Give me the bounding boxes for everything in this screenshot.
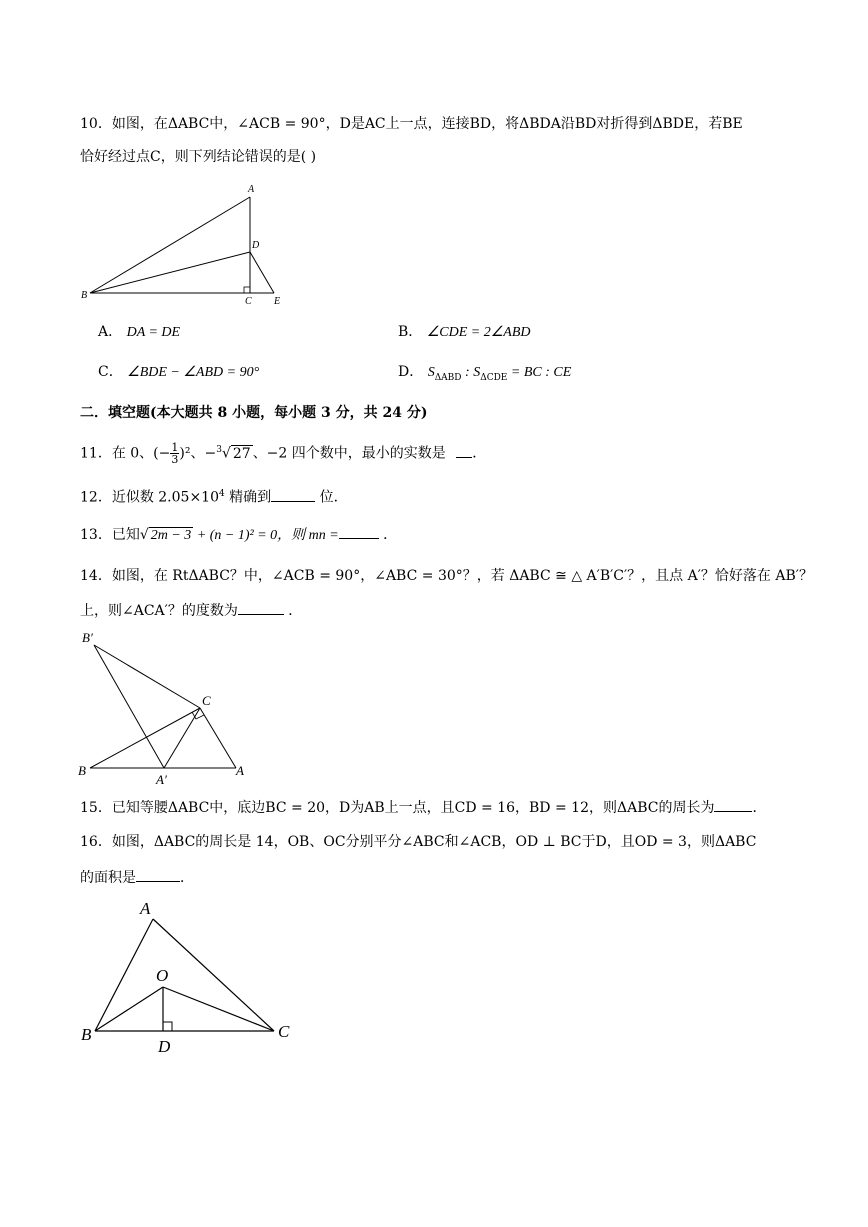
q16-figure [78,896,303,1058]
q10-option-d-sub2: ΔCDE [480,372,508,383]
q11-end: ． [472,445,487,462]
q14-label-bprime: B′ [82,630,93,645]
q12-post: 位． [315,489,348,506]
q10-label-b: B [81,290,88,301]
q11-radical-sign: √ [221,445,231,462]
q14-end: ． [283,603,303,619]
q10-option-a [98,322,180,343]
q10-label-a: A [248,184,255,195]
q10-option-a-text: DA = DE [126,325,181,340]
q16-label-o: O [156,966,169,985]
q13-radical-sign: √ [139,527,149,543]
q10-right-angle-mark [244,287,250,293]
q14-label-b: B [78,763,86,778]
q10-option-d [398,362,571,388]
q11-root-arg: 27 [232,445,251,462]
q10-segment-ba [90,197,250,293]
q16-end: ． [180,870,194,886]
q13-number: 13 [80,527,98,543]
q10-segment-bd [90,252,250,293]
q14-label-a: A [236,763,244,778]
q12-pre: ．近似数 2.05×10 [97,489,219,506]
q15-line [80,797,766,818]
section2-heading: 二．填空题(本大题共 8 小题，每小题 3 分，共 24 分) [80,405,428,421]
q16-number: 16 [80,834,98,850]
q16-label-a: A [140,899,151,918]
q10-stem-line1 [80,114,743,134]
q11-frac-num: 1 [171,441,179,455]
q16-segment-oc [163,987,274,1031]
q10-option-d-mid: : S [461,365,481,380]
q10-number: 10 [80,116,98,132]
q15-number: 15 [80,800,98,816]
q12-mid: 精确到 [224,489,272,506]
q13-root-arg: 2m − 3 [150,528,192,543]
q14-number: 14 [80,568,98,584]
q14-text2: 上，则∠ACA′？的度数为 [80,603,238,619]
q12-exp: 4 [219,489,225,499]
q10-option-b-letter: B． [398,324,423,340]
q10-option-c-letter: C． [98,364,123,380]
q15-answer-blank[interactable] [714,797,752,812]
q10-option-b [398,322,531,343]
q10-option-a-letter: A． [98,324,123,340]
q14-segment-bprime-aprime [94,645,164,768]
q16-segment-ob [95,987,163,1031]
q11-root-index: 3 [216,445,222,455]
q16-label-b: B [81,1025,92,1044]
q16-segment-ab [95,919,153,1031]
q15-end: ． [752,800,767,816]
q10-label-e: E [274,296,281,307]
q10-stem-text: ．如图，在ΔABC中，∠ACB = 90°，D是AC上一点，连接BD，将ΔBDA沿BD对折得到ΔBDE，若BE [97,116,743,132]
q14-line1 [80,566,813,586]
q14-segment-b-c [90,708,200,768]
q10-option-c-text: ∠BDE − ∠ABD = 90° [127,365,260,380]
q12-line [80,484,348,508]
q11-pre: ．在 0、(− [97,445,171,462]
q15-text: ．已知等腰ΔABC中，底边BC = 20，D为AB上一点，且CD = 16，BD = 12，则ΔABC的周长为 [97,800,715,816]
q12-number: 12 [80,489,98,506]
q16-right-angle-mark [163,1022,172,1031]
q10-option-d-s1: S [427,365,435,380]
q14-segment-c-a [200,708,236,768]
q10-segment-de [250,252,274,293]
q10-figure [78,182,288,307]
q14-figure [78,628,258,788]
q16-line1 [80,832,756,852]
q11-frac-den: 3 [171,453,179,467]
q13-answer-blank[interactable] [339,524,379,539]
q16-segment-ac [153,919,274,1031]
q13-pre: ．已知 [97,527,140,543]
q14-answer-blank[interactable] [238,600,284,615]
q10-option-d-sub1: ΔABD [434,372,462,383]
q14-label-aprime: A′ [156,772,167,787]
q13-mid: + (n − 1)² = 0，则 mn = [193,528,339,543]
q10-label-c: C [245,296,252,307]
q13-end: ． [378,527,398,543]
q16-text1: ．如图，ΔABC的周长是 14，OB、OC分别平分∠ABC和∠ACB，OD ⊥ BC于D，且OD = 3，则ΔABC [97,834,757,850]
q11-number: 11 [80,445,98,462]
q11-answer-blank[interactable] [456,443,472,458]
q13-line [80,524,397,546]
q10-stem-line2: 恰好经过点C，则下列结论错误的是( ) [80,149,317,165]
q11-line [80,440,486,465]
q10-label-d: D [252,240,260,251]
q10-option-d-tail: = BC : CE [507,365,572,380]
q10-option-c [98,362,259,383]
q14-line2 [80,600,302,621]
q11-post: 、−2 四个数中，最小的实数是 [252,445,446,462]
q16-text2: 的面积是 [80,870,136,886]
q12-answer-blank[interactable] [271,487,315,502]
q11-pow: )²、− [179,445,217,462]
q16-answer-blank[interactable] [136,867,180,882]
q10-option-d-letter: D． [398,364,424,380]
q16-label-d: D [158,1037,171,1056]
q16-label-c: C [278,1022,290,1041]
q16-line2 [80,867,194,888]
q14-label-c: C [202,693,211,708]
q10-option-b-text: ∠CDE = 2∠ABD [426,325,531,340]
q14-text1: ．如图，在 RtΔABC？中，∠ACB = 90°，∠ABC = 30°？，若 ΔABC ≅ △ A′B′C′？，且点 A′？恰好落在 AB′？ [97,568,813,584]
q14-segment-bprime-c [94,645,200,708]
